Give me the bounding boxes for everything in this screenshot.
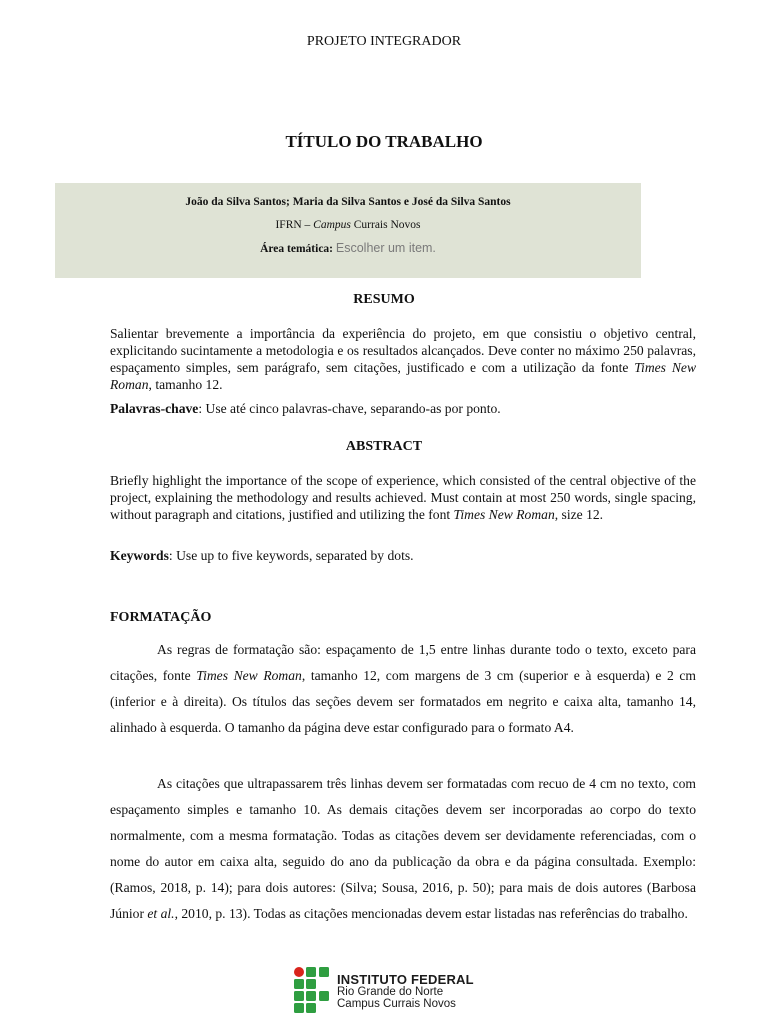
- formatacao-paragraph-1: [110, 637, 696, 741]
- abstract-keywords: [110, 547, 696, 564]
- formatacao-paragraph-2: [110, 771, 696, 927]
- resumo-keywords: [110, 400, 696, 417]
- authors-line: João da Silva Santos; Maria da Silva Santos e José da Silva Santos: [185, 196, 511, 208]
- resumo-text: [110, 325, 696, 393]
- formatacao-p2-etal: et al.: [147, 906, 175, 921]
- affiliation-line: [55, 219, 641, 231]
- resumo-text-part1: Salientar brevemente a importância da experiência do projeto, em que consistiu o objetivo central, explicitando sucintamente a metodologia e os resultados alcançados. Deve conter no máximo 250 palavras, espaçamento simples, sem parágrafo, sem citações, justificado e com a utilização da fonte: [110, 326, 696, 375]
- formatacao-heading: FORMATAÇÃO: [110, 610, 212, 625]
- thematic-area-label: Área temática:: [260, 243, 333, 255]
- institute-name-line3: Campus Currais Novos: [337, 998, 456, 1010]
- formatacao-p2-part1: As citações que ultrapassarem três linhas devem ser formatadas com recuo de 4 cm no texto, com espaçamento simples e tamanho 10. As demais citações devem ser incorporadas ao corpo do texto normalmente, com a mesma formatação. Todas as citações devem ser devidamente referenciadas, com o nome do autor em caixa alta, seguido do ano da publicação da obra e da página consultada. Exemplo: (Ramos, 2018, p. 14); para dois autores: (Silva; Sousa, 2016, p. 50); para mais de dois autores (Barbosa Júnior: [110, 776, 696, 921]
- affiliation-prefix: IFRN –: [275, 219, 314, 231]
- abstract-heading: ABSTRACT: [345, 439, 423, 454]
- thematic-area-dropdown[interactable]: Escolher um item.: [335, 241, 436, 255]
- formatacao-p2-part2: , 2010, p. 13). Todas as citações mencionadas devem estar listadas nas referências do trabalho.: [174, 906, 688, 921]
- institute-name-line2: Rio Grande do Norte: [337, 986, 444, 998]
- abstract-text: [110, 472, 696, 523]
- formatacao-p1-part2: , tamanho 12, com margens de 3 cm (superior e à esquerda) e 2 cm (inferior e à direita). Os títulos das seções devem ser formatados em negrito e caixa alta, tamanho 14, alinhado à esquerda. O tamanho da página deve estar configurado para o formato A4.: [110, 668, 697, 735]
- thematic-area-line: [55, 241, 641, 255]
- if-logo-icon: [293, 966, 333, 1014]
- institute-name: [337, 974, 474, 1010]
- resumo-keywords-text: : Use até cinco palavras-chave, separando-as por ponto.: [198, 401, 501, 416]
- author-info-box: [55, 183, 641, 278]
- abstract-keywords-label: Keywords: [110, 548, 169, 563]
- abstract-keywords-text: : Use up to five keywords, separated by dots.: [168, 548, 414, 563]
- affiliation-campus: Campus: [313, 219, 351, 231]
- document-title: TÍTULO DO TRABALHO: [285, 132, 483, 151]
- resumo-text-part2: , tamanho 12.: [148, 377, 223, 392]
- affiliation-suffix: Currais Novos: [350, 219, 421, 231]
- abstract-font-name: Times New Roman: [453, 507, 555, 522]
- resumo-keywords-label: Palavras-chave: [110, 401, 199, 416]
- abstract-text-part2: , size 12.: [554, 507, 604, 522]
- resumo-heading: RESUMO: [353, 292, 415, 307]
- institute-name-line1: INSTITUTO FEDERAL: [337, 972, 474, 987]
- formatacao-p1-font: Times New Roman: [196, 668, 302, 683]
- institute-logo: [293, 966, 493, 1014]
- resumo-font-name: Times New Roman: [110, 360, 697, 392]
- abstract-text-part1: Briefly highlight the importance of the scope of experience, which consisted of the central objective of the project, explaining the methodology and results achieved. Must contain at most 250 words, single spacing, without paragraph and citations, justified and utilizing the font: [110, 473, 696, 522]
- document-header: PROJETO INTEGRADOR: [306, 34, 462, 49]
- formatacao-p1-part1: As regras de formatação são: espaçamento de 1,5 entre linhas durante todo o texto, exceto para citações, fonte: [110, 642, 696, 683]
